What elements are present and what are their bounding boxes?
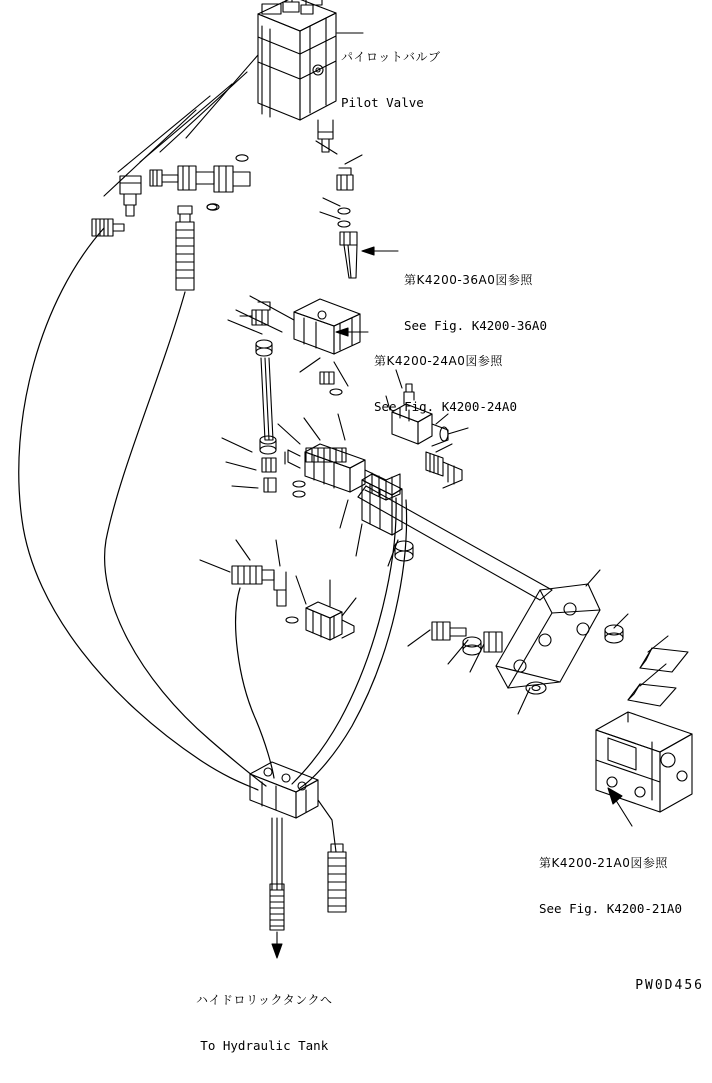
label-pilot-valve-jp: パイロットバルブ bbox=[341, 50, 441, 64]
junction-block bbox=[250, 762, 346, 930]
lower-left-hose bbox=[200, 540, 356, 640]
label-pilot-valve-en: Pilot Valve bbox=[341, 95, 424, 110]
right-bracket-assembly bbox=[408, 570, 692, 812]
label-ref-k4200-36a0-en: See Fig. K4200-36A0 bbox=[404, 318, 547, 333]
valve-lower-parts bbox=[316, 141, 362, 278]
bracket-24a0 bbox=[228, 296, 360, 440]
label-ref-k4200-24a0 bbox=[374, 324, 517, 444]
arrow-hydraulic-tank bbox=[272, 932, 282, 958]
drawing-code: PW0D456 bbox=[635, 978, 704, 993]
hose-routing-curves bbox=[19, 228, 407, 790]
label-ref-k4200-21a0-en: See Fig. K4200-21A0 bbox=[539, 901, 682, 916]
pilot-valve-assembly bbox=[258, 0, 336, 152]
label-to-hydraulic-tank-en: To Hydraulic Tank bbox=[200, 1038, 329, 1053]
label-ref-k4200-21a0 bbox=[539, 826, 682, 946]
label-to-hydraulic-tank bbox=[196, 963, 333, 1083]
arrow-36a0 bbox=[362, 247, 398, 255]
label-ref-k4200-24a0-jp: 第K4200-24A0図参照 bbox=[374, 354, 503, 368]
label-ref-k4200-36a0-jp: 第K4200-36A0図参照 bbox=[404, 273, 533, 287]
label-ref-k4200-24a0-en: See Fig. K4200-24A0 bbox=[374, 399, 517, 414]
label-to-hydraulic-tank-jp: ハイドロリックタンクへ bbox=[196, 993, 333, 1007]
upper-left-fittings bbox=[92, 55, 258, 290]
label-pilot-valve bbox=[341, 20, 441, 140]
arrow-21a0 bbox=[608, 788, 632, 826]
label-ref-k4200-21a0-jp: 第K4200-21A0図参照 bbox=[539, 856, 668, 870]
